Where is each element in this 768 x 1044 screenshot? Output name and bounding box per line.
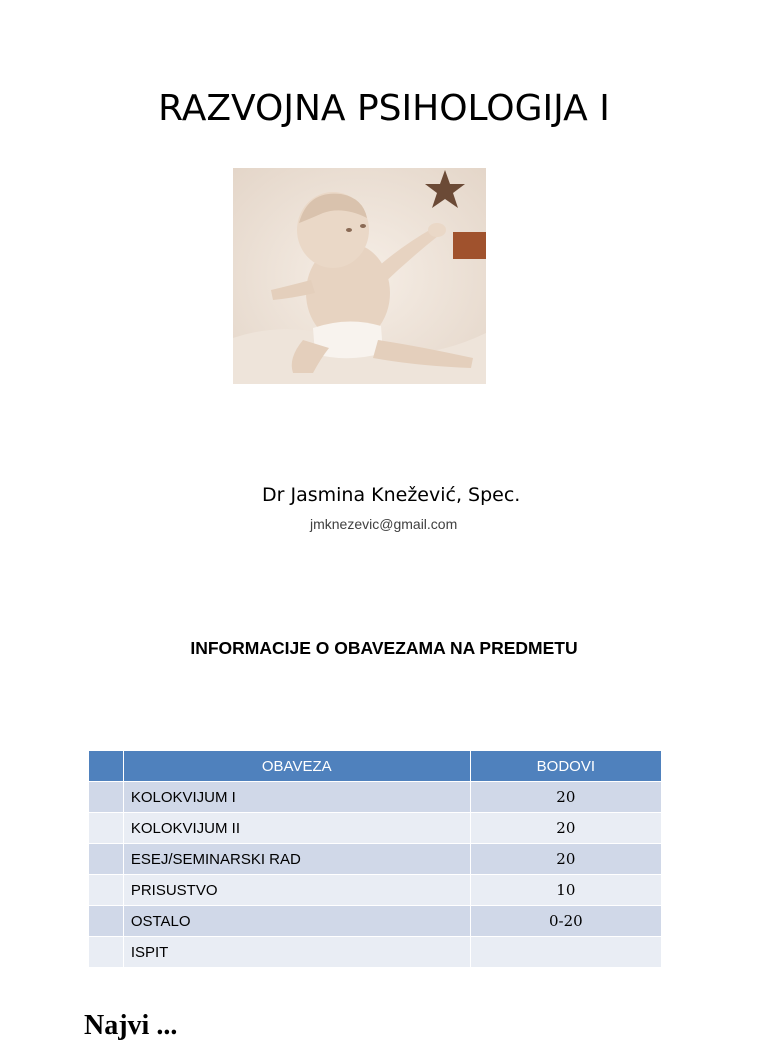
- header-points: BODOVI: [470, 751, 661, 782]
- page-title: RAZVOJNA PSIHOLOGIJA I: [158, 88, 610, 129]
- baby-photo: [233, 168, 486, 384]
- row-index-cell: [89, 906, 124, 937]
- points-cell: 20: [470, 782, 661, 813]
- obligation-cell: KOLOKVIJUM I: [123, 782, 470, 813]
- author-name: Dr Jasmina Knežević, Spec.: [262, 484, 521, 506]
- table-row: [89, 782, 662, 813]
- table-header-row: [89, 751, 662, 782]
- table-row: [89, 813, 662, 844]
- header-index: [89, 751, 124, 782]
- points-cell: 20: [470, 813, 661, 844]
- obligation-cell: OSTALO: [123, 906, 470, 937]
- cut-off-footer-text: Najvi ...: [84, 1010, 178, 1041]
- row-index-cell: [89, 844, 124, 875]
- obligation-cell: ISPIT: [123, 937, 470, 968]
- points-cell: 0-20: [470, 906, 661, 937]
- section-heading: INFORMACIJE O OBAVEZAMA NA PREDMETU: [190, 638, 578, 658]
- row-index-cell: [89, 813, 124, 844]
- header-obligation: OBAVEZA: [123, 751, 470, 782]
- obligations-table: [88, 750, 662, 968]
- obligation-cell: KOLOKVIJUM II: [123, 813, 470, 844]
- points-cell: 10: [470, 875, 661, 906]
- row-index-cell: [89, 782, 124, 813]
- row-index-cell: [89, 875, 124, 906]
- table-row: [89, 844, 662, 875]
- obligation-cell: PRISUSTVO: [123, 875, 470, 906]
- row-index-cell: [89, 937, 124, 968]
- points-cell: [470, 937, 661, 968]
- points-cell: 20: [470, 844, 661, 875]
- author-email: jmknezevic@gmail.com: [310, 516, 458, 532]
- table-row: [89, 875, 662, 906]
- table-row: [89, 937, 662, 968]
- table-row: [89, 906, 662, 937]
- obligation-cell: ESEJ/SEMINARSKI RAD: [123, 844, 470, 875]
